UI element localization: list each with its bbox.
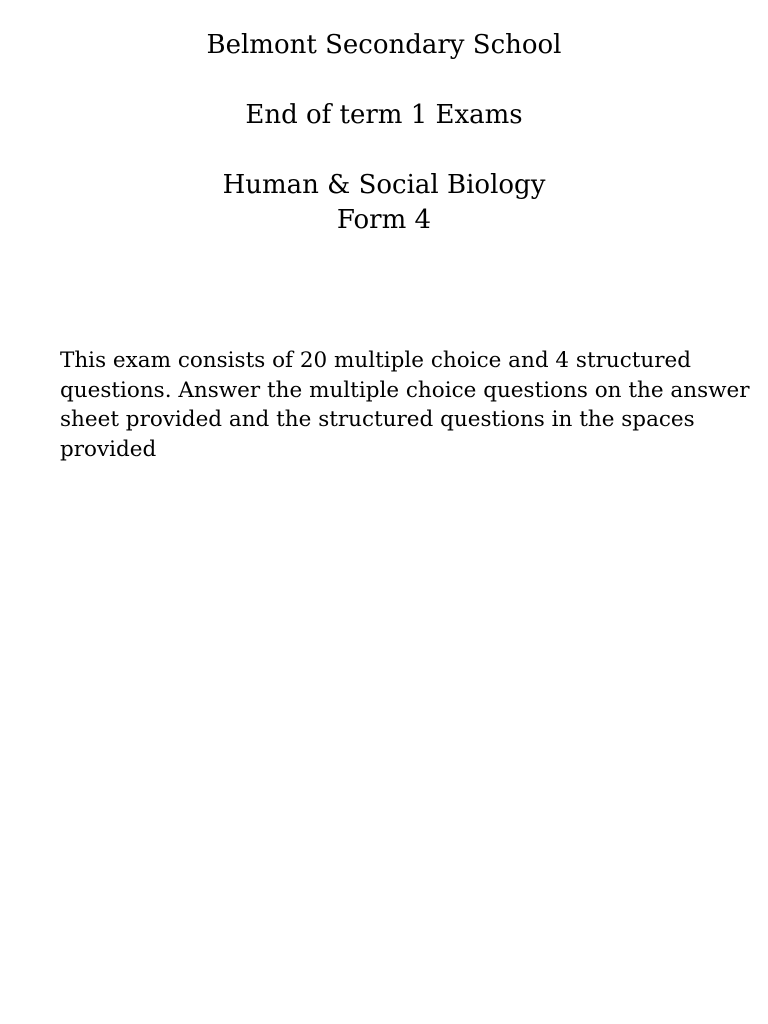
instructions-line-1: This exam consists of 20 multiple choice and 4 structured — [60, 348, 692, 373]
exam-title: End of term 1 Exams — [245, 100, 523, 130]
subject-title: Human & Social Biology — [222, 170, 546, 200]
instructions-line-4: provided — [60, 436, 157, 462]
form-level: Form 4 — [336, 205, 432, 235]
school-name: Belmont Secondary School — [206, 30, 562, 60]
instructions-line-3: sheet provided and the structured questions in the spaces — [60, 407, 695, 432]
instructions-paragraph — [60, 346, 750, 464]
instructions-line-2: questions. Answer the multiple choice questions on the answer — [60, 377, 750, 403]
